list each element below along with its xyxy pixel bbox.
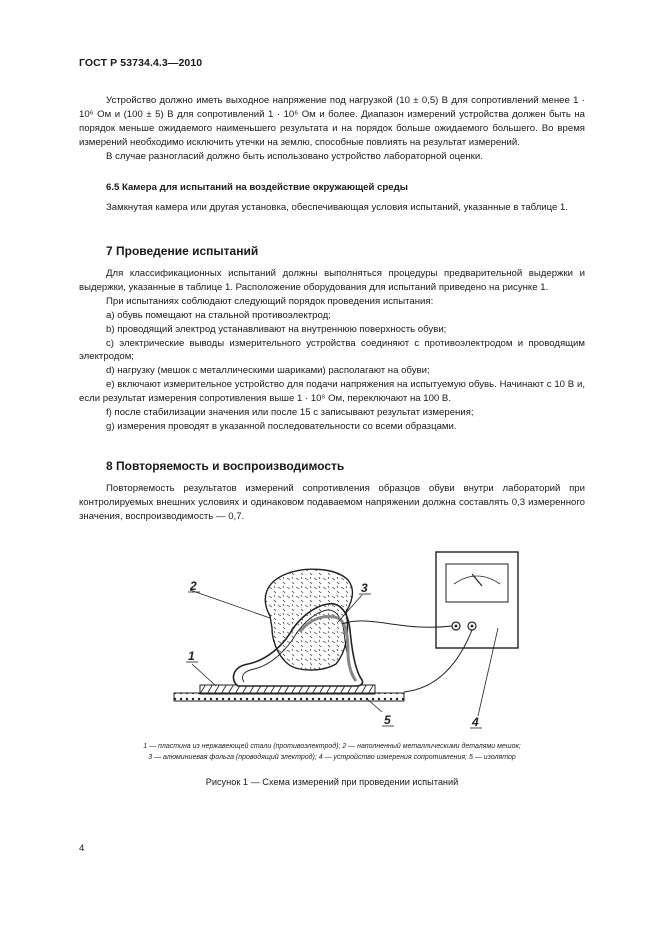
section-6-5-heading: 6.5 Камера для испытаний на воздействие окружающей среды (106, 182, 408, 193)
page-number: 4 (79, 843, 85, 854)
section-7-paragraph-1: Для классификационных испытаний должны выполняться процедуры предварительной выдержки и выдержки, указанные в таблице 1. Расположение оборудования для испытаний приведено на рисунке 1. (79, 268, 585, 293)
section-8-body (79, 482, 585, 524)
section-7-body (79, 267, 585, 434)
intro-paragraph-1: Устройство должно иметь выходное напряжение под нагрузкой (10 ± 0,5) В для сопротивлений менее 1 · 10⁶ Ом и (100 ± 5) В для сопротивлений 1 · 10⁶ Ом и более. Диапазон измерений устройства должен быть на порядок меньше ожидаемого наименьшего результата и на порядок больше ожидаемого большего. Во время измерений необходимо исключить утечки на землю, способные повлиять на результат измерений. (79, 95, 585, 148)
figure-legend-line-1: 1 — пластина из нержавеющей стали (противоэлектрод); 2 — наполненный металлическими деталями мешок; (143, 743, 521, 750)
section-6-5-body (79, 201, 585, 215)
figure-legend-line-2: 3 — алюминиевая фольга (проводящий электрод); 4 — устройство измерения сопротивления; 5 — изолятор (148, 754, 516, 761)
label-1: 1 (188, 649, 195, 663)
label-3: 3 (361, 581, 368, 595)
list-item: b) проводящий электрод устанавливают на внутреннюю поверхность обуви; (106, 323, 447, 335)
list-item: f) после стабилизации значения или после 15 с записывают результат измерения; (106, 407, 474, 419)
section-8-heading: 8 Повторяемость и воспроизводимость (106, 459, 345, 473)
section-6-5-paragraph: Замкнутая камера или другая установка, обеспечивающая условия испытаний, указанные в таблице 1. (106, 202, 569, 213)
section-7-heading: 7 Проведение испытаний (106, 244, 259, 258)
measurement-diagram (160, 540, 540, 745)
label-5: 5 (384, 713, 391, 727)
section-8-paragraph: Повторяемость результатов измерений сопротивления образцов обуви внутри лабораторий при контролируемых внешних условиях и одинаковом подаваемом напряжении должна составлять 0,3 измеренного значения, воспроизводимость — 0,7. (79, 483, 585, 522)
list-item: g) измерения проводят в указанной последовательности со всеми образцами. (106, 420, 457, 432)
intro-paragraph-2: В случае разногласий должно быть использовано устройство лабораторной оценки. (106, 150, 483, 162)
list-item: a) обувь помещают на стальной противоэлектрод; (106, 309, 331, 321)
list-item: e) включают измерительное устройство для подачи напряжения на испытуемую обувь. Начинают с 10 В и, если результат измерения сопротивления выше 1 · 10⁶ Ом, переключают на 100 В. (79, 379, 585, 405)
label-2: 2 (190, 579, 197, 593)
label-4: 4 (472, 715, 479, 729)
intro-block (79, 94, 585, 164)
list-item: d) нагрузку (мешок с металлическими шариками) располагают на обуви; (106, 365, 430, 377)
list-item: c) электрические выводы измерительного устройства соединяют с противоэлектродом и проводящим электродом; (79, 337, 585, 363)
figure-title: Рисунок 1 — Схема измерений при проведении испытаний (205, 777, 459, 787)
section-7-paragraph-2: При испытаниях соблюдают следующий порядок проведения испытания: (106, 295, 434, 307)
document-header: ГОСТ Р 53734.4.3—2010 (79, 57, 203, 69)
